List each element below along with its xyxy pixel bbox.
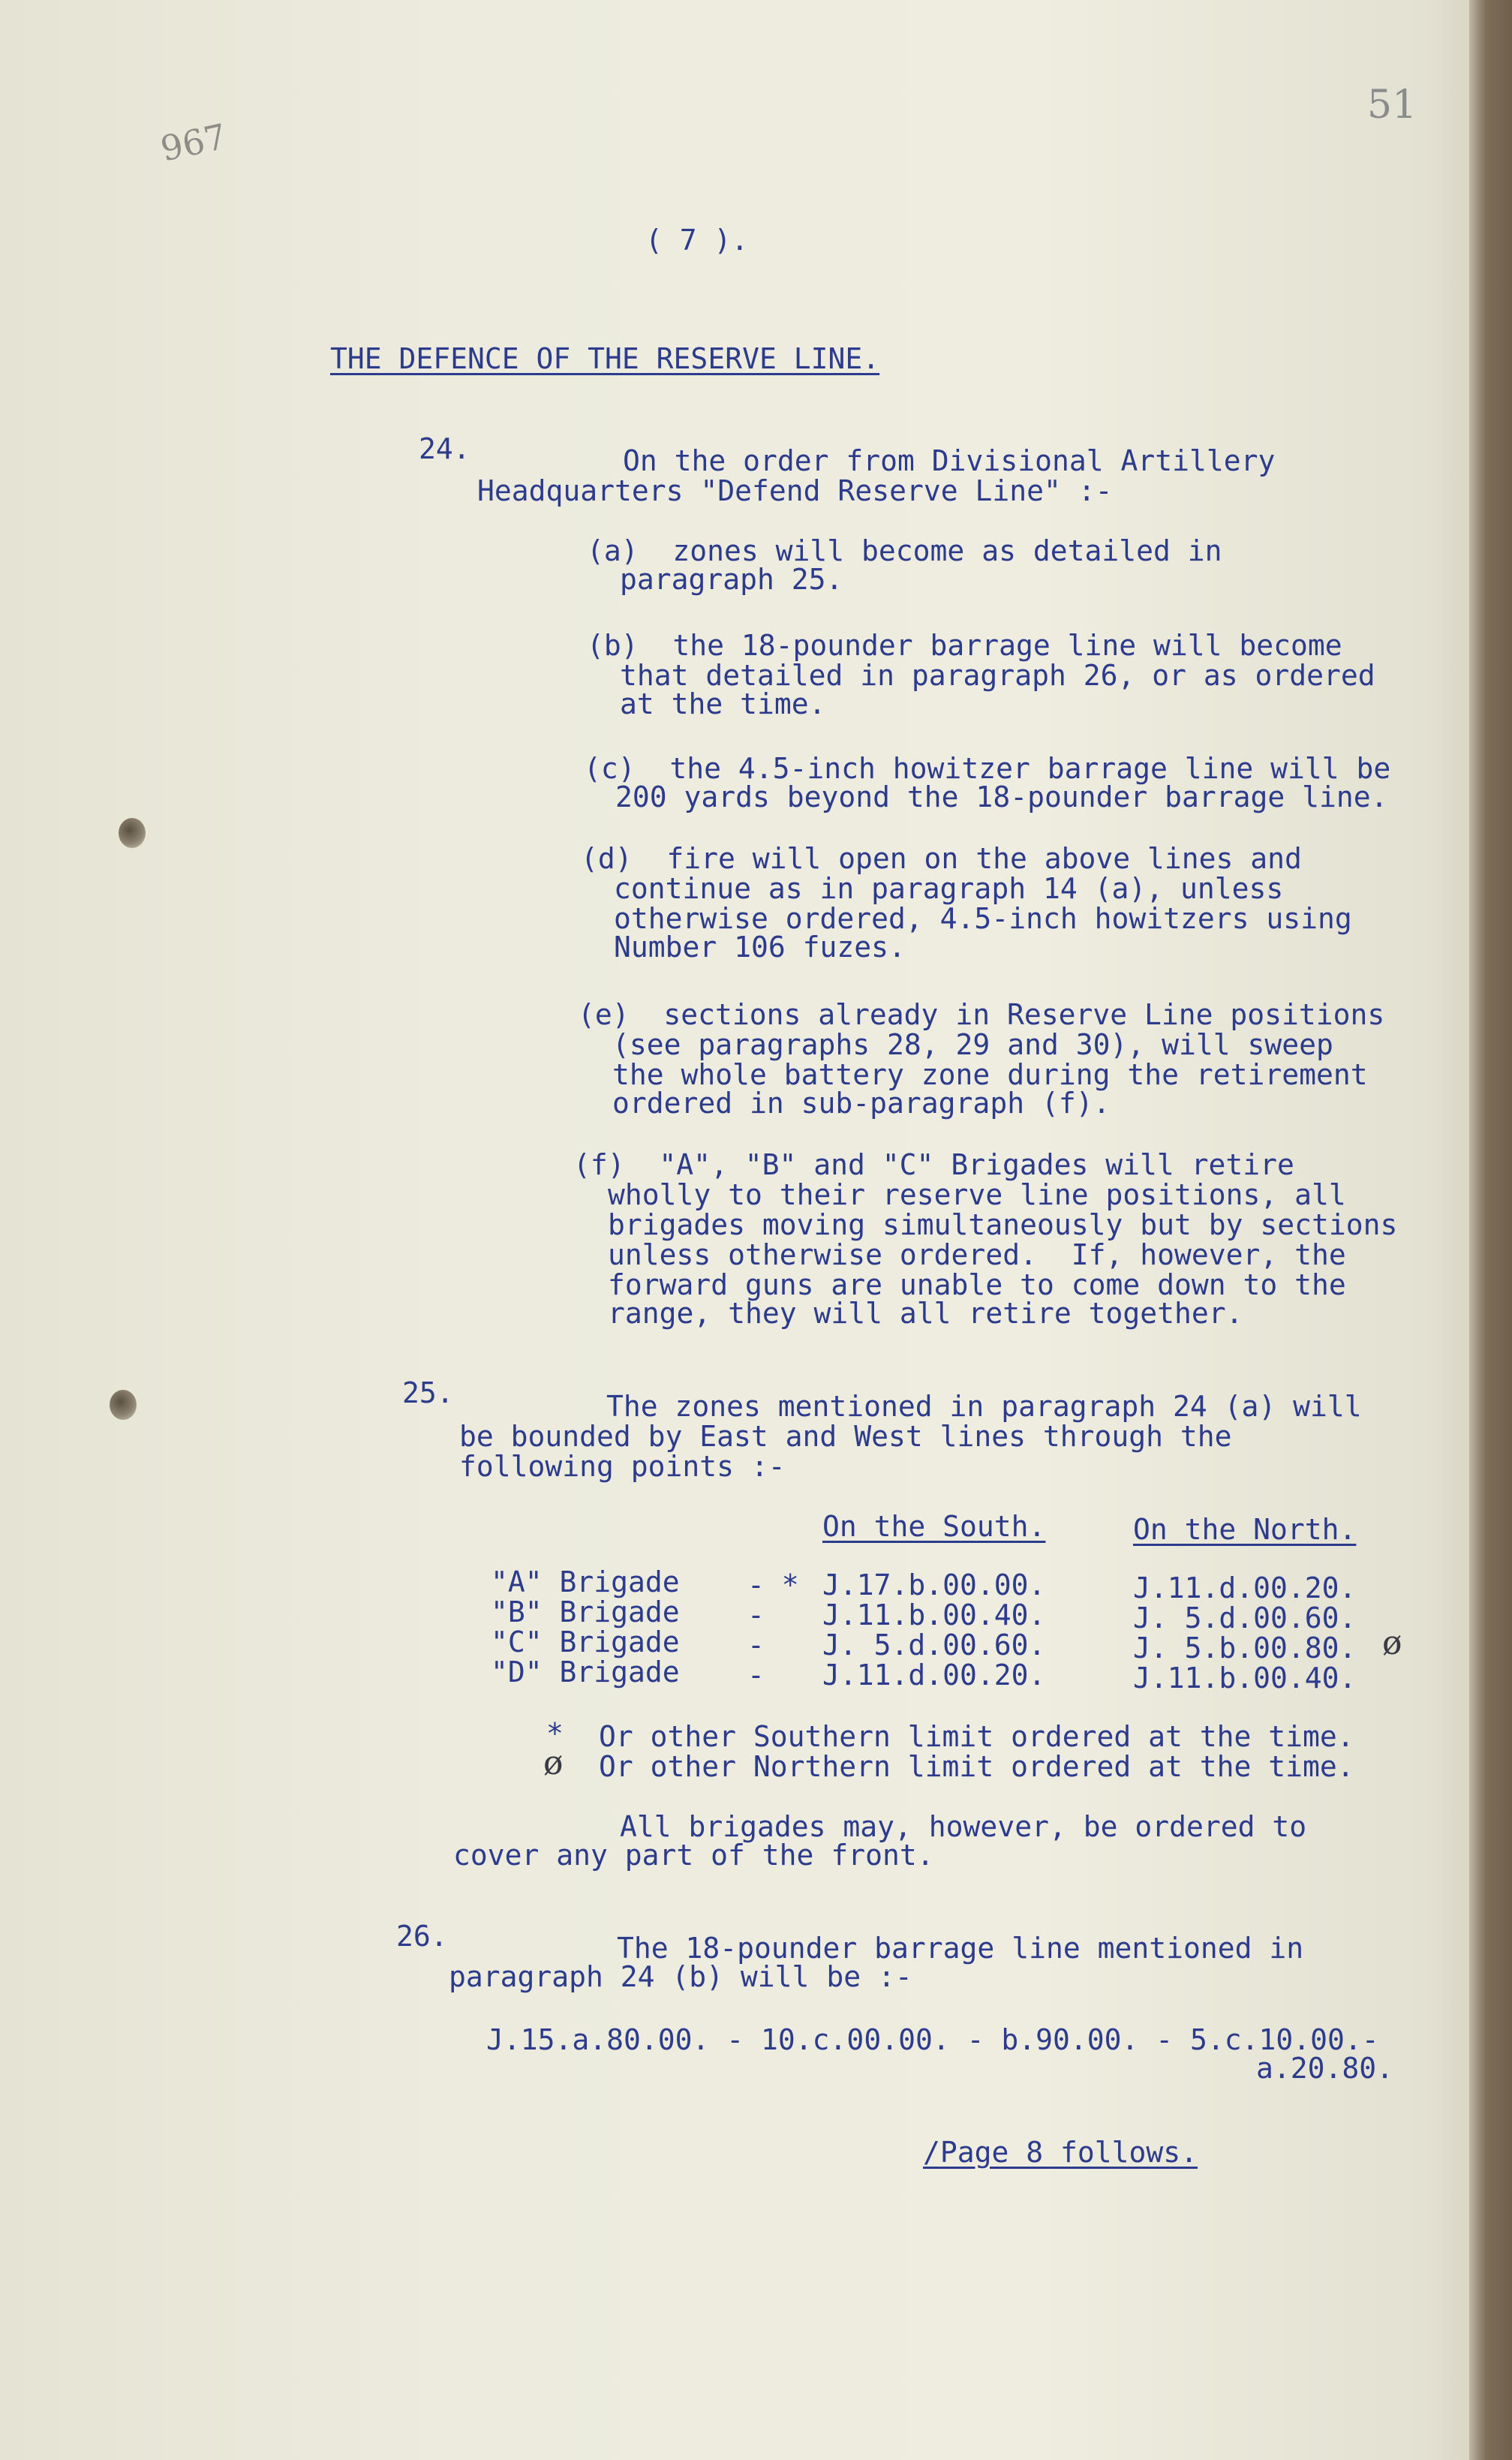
paragraph-25-line: All brigades may, however, be ordered to bbox=[620, 1810, 1307, 1843]
subparagraph-f: unless otherwise ordered. If, however, the bbox=[608, 1238, 1346, 1271]
south-point: J. 5.d.00.60. bbox=[822, 1628, 1046, 1662]
paragraph-26-line: The 18-pounder barrage line mentioned in bbox=[617, 1932, 1304, 1965]
paragraph-24-line: Headquarters "Defend Reserve Line" :- bbox=[477, 474, 1113, 507]
footnote-phi: Or other Northern limit ordered at the time. bbox=[599, 1750, 1354, 1783]
brigade-name: "C" Brigade bbox=[491, 1625, 680, 1659]
page-follows-note: /Page 8 follows. bbox=[923, 2136, 1198, 2169]
paragraph-number-24: 24. bbox=[419, 432, 470, 465]
subparagraph-e: ordered in sub-paragraph (f). bbox=[612, 1087, 1111, 1120]
barrage-coordinates: a.20.80. bbox=[1256, 2052, 1394, 2085]
paragraph-25-line: be bounded by East and West lines through the bbox=[459, 1420, 1232, 1453]
row-separator: - * bbox=[747, 1568, 799, 1601]
column-header-north: On the North. bbox=[1133, 1513, 1357, 1546]
paragraph-number-26: 26. bbox=[396, 1920, 448, 1953]
paragraph-25-line: following points :- bbox=[459, 1450, 786, 1483]
subparagraph-b: at the time. bbox=[620, 687, 826, 720]
folio-number: 51 bbox=[1367, 83, 1417, 128]
subparagraph-f: forward guns are unable to come down to the bbox=[608, 1268, 1346, 1301]
subparagraph-f: wholly to their reserve line positions, all bbox=[608, 1178, 1346, 1211]
subparagraph-f: range, they will all retire together. bbox=[608, 1297, 1243, 1330]
paragraph-25-line: cover any part of the front. bbox=[453, 1839, 934, 1872]
south-point: J.11.d.00.20. bbox=[822, 1659, 1046, 1692]
subparagraph-d: Number 106 fuzes. bbox=[614, 931, 906, 964]
subparagraph-b: that detailed in paragraph 26, or as ordered bbox=[620, 659, 1375, 692]
subparagraph-a: paragraph 25. bbox=[620, 563, 843, 596]
footnote-star-mark: * bbox=[546, 1717, 564, 1750]
north-point: J.11.b.00.40. bbox=[1133, 1662, 1357, 1695]
south-point: J.17.b.00.00. bbox=[822, 1568, 1046, 1601]
section-heading: THE DEFENCE OF THE RESERVE LINE. bbox=[330, 342, 880, 375]
brigade-name: "D" Brigade bbox=[491, 1656, 680, 1689]
binding-edge bbox=[1469, 0, 1512, 2460]
subparagraph-c: (c) the 4.5-inch howitzer barrage line will be bbox=[584, 752, 1391, 785]
brigade-name: "B" Brigade bbox=[491, 1595, 680, 1628]
barrage-coordinates: J.15.a.80.00. - 10.c.00.00. - b.90.00. - 5.c.10.00.- bbox=[486, 2023, 1379, 2056]
page-number: ( 7 ). bbox=[645, 224, 749, 257]
subparagraph-e: the whole battery zone during the retirement bbox=[612, 1058, 1368, 1091]
footnote-star: Or other Southern limit ordered at the time. bbox=[599, 1720, 1354, 1753]
paragraph-25-line: The zones mentioned in paragraph 24 (a) will bbox=[606, 1390, 1362, 1423]
row-separator: - bbox=[747, 1598, 765, 1631]
subparagraph-d: otherwise ordered, 4.5-inch howitzers using bbox=[614, 902, 1352, 935]
subparagraph-f: brigades moving simultaneously but by sections bbox=[608, 1208, 1398, 1241]
subparagraph-d: continue as in paragraph 14 (a), unless bbox=[614, 872, 1284, 905]
footnote-phi-mark: ø bbox=[543, 1744, 564, 1782]
punch-hole bbox=[110, 1390, 137, 1420]
row-separator: - bbox=[747, 1659, 765, 1692]
subparagraph-f: (f) "A", "B" and "C" Brigades will retire bbox=[573, 1148, 1294, 1181]
margin-phi-mark: ø bbox=[1382, 1624, 1402, 1662]
subparagraph-e: (see paragraphs 28, 29 and 30), will sweep bbox=[612, 1028, 1333, 1061]
punch-hole bbox=[119, 818, 146, 848]
brigade-name: "A" Brigade bbox=[491, 1565, 680, 1598]
paragraph-26-line: paragraph 24 (b) will be :- bbox=[449, 1960, 912, 1993]
north-point: J. 5.b.00.80. bbox=[1133, 1631, 1357, 1665]
row-separator: - bbox=[747, 1628, 765, 1662]
paragraph-24-line: On the order from Divisional Artillery bbox=[623, 444, 1276, 477]
subparagraph-b: (b) the 18-pounder barrage line will become bbox=[587, 629, 1342, 662]
south-point: J.11.b.00.40. bbox=[822, 1598, 1046, 1631]
north-point: J.11.d.00.20. bbox=[1133, 1571, 1357, 1604]
subparagraph-d: (d) fire will open on the above lines and bbox=[581, 842, 1302, 875]
subparagraph-e: (e) sections already in Reserve Line positions bbox=[578, 998, 1385, 1031]
paragraph-number-25: 25. bbox=[402, 1376, 454, 1409]
north-point: J. 5.d.00.60. bbox=[1133, 1601, 1357, 1634]
subparagraph-c: 200 yards beyond the 18-pounder barrage line. bbox=[615, 780, 1388, 813]
column-header-south: On the South. bbox=[822, 1510, 1046, 1543]
pencil-archive-number: 967 bbox=[157, 116, 230, 170]
subparagraph-a: (a) zones will become as detailed in bbox=[587, 534, 1222, 567]
